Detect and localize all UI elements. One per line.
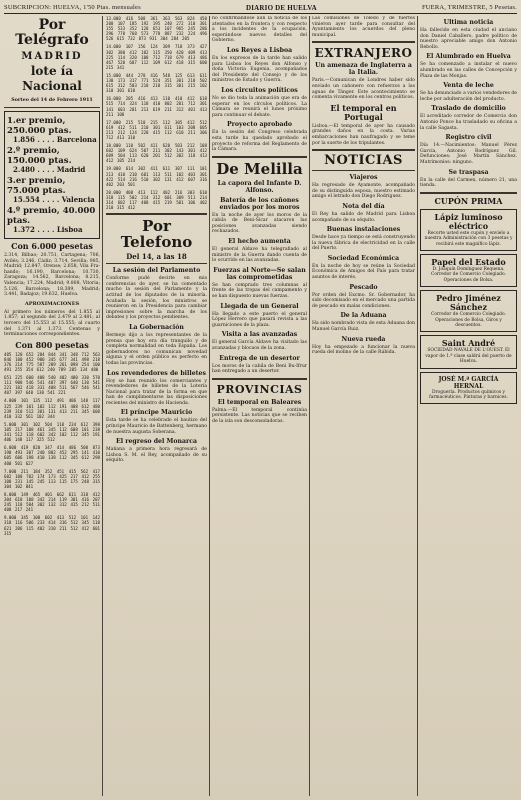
divider [212,156,307,158]
prize-number: 2.480 . . . . Madrid [13,165,86,174]
number-block: 9.000 345 108 602 413 512 101 142 318 116 506 233 414 316 512 345 118 621 206 115 402 310 211 512 412 601 315 [4,515,100,536]
number-block: 7.000 211 184 352 451 415 562 417 602 108 702 174 173 425 217 412 255 108 231 145 245 113 115 175 248 315 304 102 841 [4,468,100,489]
section-heading: Entrega de un desertor [219,354,300,362]
paragraph: Ha regresado de Ayamonte, acompañado de su distinguida esposa, nuestro estimado amigo el letrado don Diego Rodríguez. [312,183,415,200]
column-telephone [106,16,207,796]
advertisement [420,372,517,405]
number-block: 20.000 408 413 112 402 216 303 610 318 115 502 214 312 601 309 511 214 314 602 117 408 415 219 501 106 402 210 315 412 [106,189,207,211]
paragraph: Esta tarde se ha celebrado el bautizo del príncipe Mauricio de Battenberg, hermano de nuestra augusta Soberana. [106,418,207,435]
ad-title: JOSÉ M.ª GARCÍA HERNAL [438,375,499,390]
prize-label: 1.er premio, 250.000 ptas. [7,116,72,136]
news-headline: NOTICIAS [324,153,403,169]
coupon-headline: CUPÓN PRIMA [434,195,503,206]
paragraph: Se han comprado tres columnas al frente de las tropas del campamento y se han dispuesto nuevas fuerzas. [212,282,307,300]
melilla-headline: De Melilla [216,159,303,178]
section-heading: Los revendedores de billetes [107,369,206,377]
section-heading: Visita a las avanzadas [221,331,298,339]
prize-label: 2.º premio, 150.000 ptas. [7,146,72,166]
paragraph: Ha fallecido en esta ciudad el anciano don Daniel Caballero, padre político de nuestro apreciable amigo don Antonio Rebollo. [420,28,517,50]
section-heading: Sociedad Económica [327,254,400,262]
divider [420,192,517,194]
number-block: 19.000 614 302 411 611 307 111 101 213 410 210 601 113 511 102 403 301 422 514 216 510 302 131 412 607 316 402 203 501 [106,166,207,187]
column-rule [309,16,310,796]
telephone-headline: Por Telefono [120,217,193,252]
ad-title: Lápiz luminoso eléctrico [434,211,503,231]
section-heading: La Gobernación [129,323,184,331]
divider [106,263,207,264]
section-heading: El hecho aumenta [228,238,291,246]
section-heading: Traslado de domicilio [431,105,506,113]
column-rule [417,16,418,796]
paragraph: Las comisiones de Toledo y de fuertes vinieron ayer tarde para consultar del Ayuntamiento los acuerdos del pleno municipal. [312,16,415,38]
paragraph: Al primero los números del 1.855 al 1.857; al segundo del 2.479 al 2.481; al tercero del 15.553 al 15.555; al cuarto del 1.371 al 1.373. Centenas y terminaciones correspondientes. [4,309,100,338]
prize-label: 4.º premio, 40.000 ptas. [7,206,96,226]
divider [312,41,415,43]
number-block: 14.000 107 156 124 309 710 373 427 302 380 412 102 115 350 420 409 413 225 114 320 108 712 718 679 413 486 467 520 607 112 109 612 418 315 600 215 341 [106,44,207,70]
advertisement [420,254,517,287]
section-heading: El Alumbrado en Huelva [426,53,511,61]
column-rule [209,16,210,796]
number-block: 13.000 416 508 361 363 563 824 450 200 107 185 192 195 240 272 310 301 155 533 352 128 653 107 965 245 286 296 778 768 573 778 887 232 224 496 526 615 732 873 931 304 284 205 [106,16,207,42]
ad-title: Saint André [441,338,496,349]
paragraph: Por orden del Excmo. Sr. Gobernador, ha sido decomisado en el mercado una partida de pescado en malas condiciones. [312,292,415,309]
paragraph: El Rey ha salido de Madrid para Lisboa acompañado de su séquito. [312,211,415,223]
section-heading: Nota del día [342,202,385,210]
ad-text: Corredor de Comercio Colegiado. Operaciones de Bolsa, Giros y descuentos. [431,312,506,328]
number-block: 18.000 110 502 411 620 503 212 108 602 109 624 507 211 302 143 301 412 609 504 113 620 201 512 302 118 413 412 105 214 [106,143,207,164]
section-subheading: La capora del Infante D. Alfonso. [217,179,302,194]
advertisement [420,290,517,332]
section-heading: Un amenaza de Inglaterra a la Italia. [315,62,412,77]
section-heading: Se traspasa [448,168,489,176]
city-headline: MADRID [21,51,83,62]
telegraph-headline: Por Telégrafo [15,17,89,48]
provinces-headline: PROVINCIAS [216,382,303,396]
number-block: 16.000 205 416 413 110 410 412 618 515 714 324 118 410 802 201 712 301 141 603 201 213 619 211 312 401 413 211 108 [106,96,207,117]
number-block: 17.000 215 510 215 112 305 412 512 619 412 511 210 301 611 103 208 605 213 212 124 220 415 112 610 211 306 712 413 310 [106,119,207,140]
section-heading: Los circuitos políticos [221,86,298,94]
section-heading: Fuerzas al Norte—Se salan las comprometidas [213,266,306,281]
ad-text: Droguería. Productos químicos y farmacéuticos. Pinturas y barnices. [429,389,508,400]
paragraph: No se dio toda la animación que era de esperar en los círculos políticos. La Cámara se reunirá el lunes próximo para continuar el debate. [212,95,307,118]
number-block: 8.000 149 465 401 662 611 318 412 304 618 108 342 214 119 301 416 207 245 118 504 302 132 312 415 212 511 408 217 241 [4,491,100,513]
paragraph: El acreditado corredor de Comercio don Antonio Ponce ha trasladado su oficina a la calle Sagasta. [420,114,517,131]
section-heading: El temporal en Baleares [217,398,302,406]
divider [212,378,307,380]
divider [106,213,207,215]
section-heading: Con 6.000 pesetas [11,241,93,251]
column-rule [102,16,103,796]
paragraph: Desde hace ya tiempo se está construyendo la nueva fábrica de electricidad en la calle del Puerto. [312,235,415,252]
divider [312,170,415,171]
ad-text: D. Joaquín Domínguez Requena. Corredor de Comercio Colegiado. Operaciones de Bolsa. [431,266,506,283]
number-block: 485 120 652 284 844 341 348 712 563 846 100 452 980 345 677 341 498 218 376 214 775 587 209 261 098 254 100 491 255 354 612 240 789 205 134 480 [4,351,100,372]
paragraph: Bermejo dijo a los representantes de la prensa que hoy era día tranquilo y de completa normalidad en toda España. Los gobernadores no comunican novedad alguna y el orden público es perfecto en todas las provincias. [106,332,207,366]
section-heading: Batería de los cañones enviados por los moros [219,196,300,211]
draw-date: Sorteo del 14 de Febrero 1911 [11,97,93,103]
number-block: 4.000 101 135 112 491 406 148 117 325 239 101 102 112 191 408 612 480 239 310 512 381 131 413 211 345 608 410 332 561 102 344 [4,398,100,419]
column-local-ads [420,16,517,796]
ad-title: Papel del Estado [431,256,506,267]
newspaper-title: DIARIO DE HUELVA [245,3,317,12]
lottery-headline: lote ía Nacional [22,64,82,93]
section-heading: Venta de leche [443,82,494,90]
number-block: 651 225 600 408 540 402 480 330 570 111 908 546 541 407 397 640 130 541 221 102 418 331 408 511 567 546 541 407 397 640 130 541 221 [4,375,100,396]
number-block: 6.000 419 820 347 414 486 500 873 190 493 307 240 802 452 295 141 410 605 606 198 410 138 112 345 612 298 400 501 627 [4,445,100,466]
paragraph: El general García Aldave ha visitado las avanzadas y blocaos de la zona. [212,340,307,351]
section-heading: El regreso del Monarca [116,438,197,446]
ad-text: SOCIEDAD NAVALE DE L'OUEST. El vapor de 1.ª clase saldrá del puerto de Huelva. [425,348,512,365]
number-block: 15.000 444 278 416 548 125 613 611 130 173 317 771 524 351 301 218 502 615 312 503 218 218 315 301 215 102 310 301 610 [106,72,207,94]
paragraph: París.—Comunican de Londres haber sido enviado un cañonero con refuerzos a las aguas de Tánger. Este acontecimiento se comenta vivamente en los centros políticos. [312,78,415,101]
divider [4,107,100,108]
paragraph: Conforme pudé decirle en mis conferencias de ayer, se ha comentado mucho la sesión del Parlamento y la actitud de los diputados de la minoría. Acabada la sesión, los ministros se reunieron en la Presidencia para cambiar impresiones sobre la marcha de los debates y los proyectos pendientes. [106,276,207,321]
paragraph: Hoy ha empezado a funcionar la nueva rueda del molino de la calle Rábida. [312,344,415,356]
section-heading: De la Aduana [340,312,387,320]
paragraph: no confirmándose aún la noticia de los atentados en la frontera y con respecto a los incidentes de la ocupación, esperándose nuevos detalles del Gobierno. [212,16,307,44]
paragraph: Se ha denunciado a varios vendedores de leche por adulteración del producto. [420,91,517,102]
number-block: 5.000 301 102 504 118 234 612 398 105 217 108 461 345 112 608 101 238 341 512 118 602 342 102 112 345 191 406 148 117 325 512 [4,421,100,443]
paragraph: Se ha comenzado a instalar el nuevo alumbrado en las calles de Concepción y Plaza de las Monjas. [420,62,517,79]
abroad-headline: EXTRANJERO [314,46,413,61]
section-heading: El príncipe Mauricio [120,409,193,417]
paragraph: Palma.—El temporal continúa persistente. Las noticias que se reciben de la isla son desconsoladoras. [212,407,307,424]
section-heading: Pescado [349,283,378,291]
section-heading: Registro civil [445,134,492,142]
paragraph: 2.314, Bilbao; 20.751, Cartagena; 706, Avilés; 3.246, Cádiz; 3.714, Sevilla; 985, Madrid; 12.847, Orense; 2.658, Vila Fra-hando; 16.190, Barcelona; 10.730, Zaragoza; 14.562, Barcelona; 8.215, Valencia; 17.224, Madrid; 9.808, Vitoria; 5.126, Barcelona; 18.389, Madrid; 3.441, Badajoz; 19.632, Huelva. [4,253,100,298]
section-heading: El temporal en Portugal [330,102,397,122]
prize-number: 15.554 . . . . Valencia [13,195,95,204]
section-heading: Ultima noticia [443,19,494,26]
paragraph: En la noche de hoy se reúne la Sociedad Económica de Amigos del País para tratar asuntos de interés. [312,263,415,281]
paragraph: Día 14.—Nacimientos: Manuel Pérez García, Antonio Rodríguez Gil. Defunciones: José Martín Sánchez. Matrimonios: ninguno. [420,143,517,165]
section-heading: APROXIMACIONES [24,300,80,307]
prize-number: 1.856 . . . . Barcelona [13,135,97,144]
masthead [4,2,517,14]
subscription-local: SUBCRIPCION: HUELVA, 1'50 Ptas. mensuales [4,4,141,11]
paragraph: En la noche de ayer los moros de la cabila de Beni-Sicar atacaron las posiciones avanzadas siendo rechazados. [212,212,307,235]
section-heading: Los Reyes a Lisboa [226,46,293,54]
paragraph: Hoy se han reunido los comerciantes y revendedores de billetes de la Lotería Nacional para tratar de la forma en que han de cumplimentarse las disposiciones recientes del ministro de Hacienda. [106,378,207,406]
section-heading: Nueva rueda [341,335,386,343]
section-heading: Viajeros [349,174,378,182]
paragraph: El general Aldave ha telegrafiado al ministro de la Guerra dando cuenta de lo ocurrido en las avanzadas. [212,247,307,264]
advertisement [420,335,517,368]
advertisement [420,209,517,251]
paragraph: Los moros de la cabila de Beni Bu-Ifrur han entregado a un desertor. [212,363,307,375]
section-heading: Proyecto aprobado [227,121,292,129]
prize-label: 3.er premio, 75.000 ptas. [7,176,66,196]
column-abroad-news [312,16,415,796]
subscription-outside: FUERA, TRIMESTRE, 5 Pesetas. [421,4,517,11]
section-heading: Llegada de un General [220,302,299,310]
paragraph: Ha llegado a este puerto el general López Herrero que pasará revista a las guarniciones de la plaza. [212,311,307,328]
section-heading: Con 800 pesetas [15,339,89,350]
divider [312,149,415,151]
paragraph: Ha sido nombrado vista de esta Aduana don Manuel García Ruiz. [312,321,415,333]
ad-title: Pedro Jiménez Sánchez [436,293,501,313]
section-heading: Buenas instalaciones [326,226,401,234]
ad-text: Recorte usted este cupón y envíelo a nuestra Administración con 3 pesetas y recibirá este magnífico lápiz. [424,230,513,247]
column-lottery [4,16,100,796]
telephone-date: Del 14, a las 18 [126,252,187,262]
prize-list [4,111,100,239]
column-melilla [212,16,307,796]
paragraph: Mañana a primera hora regresará de Lisboa S. M. el Rey, acompañado de su séquito. [106,447,207,464]
paragraph: Lisboa.—El temporal de ayer ha causado grandes daños en la costa. Varias embarcaciones han naufragado y se teme por la suerte de los tripulantes. [312,123,415,146]
paragraph: En la calle del Carmen, número 21, una tienda. [420,177,517,189]
paragraph: En la sesión del Congreso celebrada esta tarde ha quedado aprobado el proyecto de reforma del Reglamento de la Cámara. [212,130,307,153]
prize-number: 1.372 . . . . Lisboa [13,225,83,234]
section-heading: La sesión del Parlamento [112,267,201,275]
paragraph: En los expresos de la tarde han salido para Lisboa los Reyes don Alfonso y doña Victoria Eugenia, acompañados del Presidente del Consejo y de los ministros de Estado y Guerra. [212,55,307,84]
